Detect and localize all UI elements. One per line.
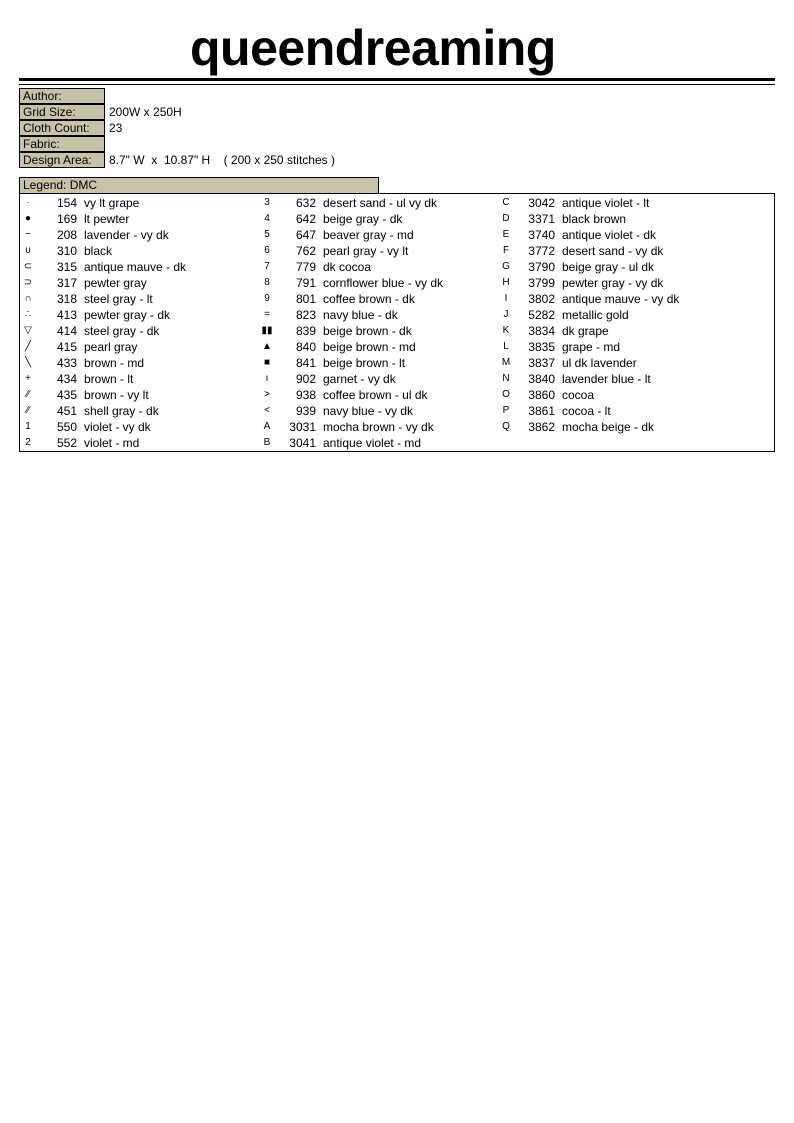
color-name: cornflower blue - vy dk <box>323 276 444 290</box>
color-name: cocoa <box>562 388 595 402</box>
color-name: vy lt grape <box>84 196 140 210</box>
stitch-symbol: M <box>501 357 511 368</box>
color-name: mocha brown - vy dk <box>323 420 434 434</box>
dmc-number: 3042 <box>528 196 555 210</box>
dmc-number: 791 <box>295 276 316 290</box>
stitch-symbol: A <box>263 421 271 432</box>
dmc-number: 3862 <box>528 420 555 434</box>
stitch-symbol: < <box>264 405 270 416</box>
stitch-symbol: ▮▮ <box>261 325 273 336</box>
stitch-symbol: 4 <box>264 213 270 224</box>
color-name: antique mauve - dk <box>84 260 187 274</box>
stitch-symbol: Q <box>502 421 510 432</box>
title-rule-thick <box>19 78 775 81</box>
color-name: steel gray - dk <box>84 324 160 338</box>
stitch-symbol: 6 <box>264 245 270 256</box>
stitch-symbol: H <box>502 277 510 288</box>
page-title: queendreaming <box>190 20 556 76</box>
stitch-symbol: ● <box>24 213 32 224</box>
color-name: antique violet - md <box>323 436 422 450</box>
title-rule-thin <box>19 84 775 85</box>
stitch-symbol: ▲ <box>262 341 272 352</box>
color-name: brown - vy lt <box>84 388 149 402</box>
stitch-symbol: ╲ <box>24 357 32 368</box>
color-name: coffee brown - ul dk <box>323 388 428 402</box>
info-label: Design Area: <box>19 152 105 168</box>
dmc-number: 3371 <box>528 212 555 226</box>
stitch-symbol: > <box>264 389 270 400</box>
dmc-number: 939 <box>295 404 316 418</box>
stitch-symbol: ╱ <box>24 341 32 352</box>
dmc-number: 3802 <box>528 292 555 306</box>
stitch-symbol: E <box>502 229 510 240</box>
dmc-number: 5282 <box>528 308 555 322</box>
color-name: mocha beige - dk <box>562 420 655 434</box>
color-name: navy blue - dk <box>323 308 398 322</box>
color-name: beige brown - lt <box>323 356 406 370</box>
dmc-number: 169 <box>56 212 77 226</box>
dmc-number: 841 <box>295 356 316 370</box>
stitch-symbol: ∩ <box>24 293 32 304</box>
color-name: metallic gold <box>562 308 629 322</box>
color-name: beige gray - dk <box>323 212 403 226</box>
color-name: violet - md <box>84 436 140 450</box>
stitch-symbol: J <box>503 309 509 320</box>
stitch-symbol: O <box>502 389 510 400</box>
legend-table <box>19 193 775 452</box>
stitch-symbol: = <box>264 309 270 320</box>
info-value: 200W x 250H <box>109 105 182 119</box>
color-name: violet - vy dk <box>84 420 151 434</box>
info-value: 8.7" W x 10.87" H ( 200 x 250 stitches ) <box>109 153 335 167</box>
stitch-symbol: 2 <box>25 437 31 448</box>
color-name: dk grape <box>562 324 609 338</box>
dmc-number: 434 <box>56 372 77 386</box>
stitch-symbol: + <box>25 373 31 384</box>
dmc-number: 938 <box>295 388 316 402</box>
stitch-symbol: ⁄⁄ <box>26 405 30 416</box>
stitch-symbol: ı <box>265 373 269 384</box>
color-name: lavender blue - lt <box>562 372 651 386</box>
color-name: dk cocoa <box>323 260 372 274</box>
dmc-number: 451 <box>56 404 77 418</box>
color-name: beige gray - ul dk <box>562 260 655 274</box>
dmc-number: 3861 <box>528 404 555 418</box>
color-name: coffee brown - dk <box>323 292 415 306</box>
dmc-number: 3860 <box>528 388 555 402</box>
info-value: 23 <box>109 121 123 135</box>
stitch-symbol: 9 <box>264 293 270 304</box>
color-name: antique violet - dk <box>562 228 657 242</box>
color-name: beige brown - md <box>323 340 416 354</box>
stitch-symbol: G <box>502 261 510 272</box>
info-label: Cloth Count: <box>19 120 105 136</box>
color-name: brown - md <box>84 356 145 370</box>
color-name: beige brown - dk <box>323 324 412 338</box>
color-name: desert sand - vy dk <box>562 244 664 258</box>
dmc-number: 840 <box>295 340 316 354</box>
color-name: pewter gray - vy dk <box>562 276 664 290</box>
stitch-symbol: υ <box>25 245 31 256</box>
color-name: garnet - vy dk <box>323 372 396 386</box>
color-name: brown - lt <box>84 372 134 386</box>
color-name: beaver gray - md <box>323 228 414 242</box>
dmc-number: 902 <box>295 372 316 386</box>
legend-header: Legend: DMC <box>19 177 379 194</box>
color-name: shell gray - dk <box>84 404 159 418</box>
color-name: antique mauve - vy dk <box>562 292 680 306</box>
dmc-number: 435 <box>56 388 77 402</box>
stitch-symbol: · <box>26 197 30 208</box>
stitch-symbol: ⊂ <box>23 261 33 272</box>
dmc-number: 415 <box>56 340 77 354</box>
stitch-symbol: 7 <box>264 261 270 272</box>
color-name: steel gray - lt <box>84 292 153 306</box>
stitch-symbol: ⊃ <box>23 277 33 288</box>
dmc-number: 3031 <box>289 420 316 434</box>
color-name: pewter gray <box>84 276 147 290</box>
dmc-number: 839 <box>295 324 316 338</box>
info-label: Fabric: <box>19 136 105 152</box>
stitch-symbol: N <box>502 373 510 384</box>
color-name: black brown <box>562 212 627 226</box>
info-label: Author: <box>19 88 105 104</box>
color-name: black <box>84 244 113 258</box>
dmc-number: 3041 <box>289 436 316 450</box>
dmc-number: 632 <box>295 196 316 210</box>
dmc-number: 3837 <box>528 356 555 370</box>
stitch-symbol: ∴ <box>24 309 32 320</box>
dmc-number: 779 <box>295 260 316 274</box>
stitch-symbol: ▽ <box>24 325 32 336</box>
dmc-number: 647 <box>295 228 316 242</box>
dmc-number: 801 <box>295 292 316 306</box>
dmc-number: 208 <box>56 228 77 242</box>
dmc-number: 315 <box>56 260 77 274</box>
color-name: pewter gray - dk <box>84 308 171 322</box>
color-name: navy blue - vy dk <box>323 404 414 418</box>
dmc-number: 550 <box>56 420 77 434</box>
stitch-symbol: C <box>502 197 510 208</box>
dmc-number: 318 <box>56 292 77 306</box>
stitch-symbol: P <box>502 405 510 416</box>
stitch-symbol: K <box>502 325 510 336</box>
color-name: ul dk lavender <box>562 356 637 370</box>
dmc-number: 317 <box>56 276 77 290</box>
info-label: Grid Size: <box>19 104 105 120</box>
dmc-number: 3840 <box>528 372 555 386</box>
stitch-symbol: L <box>503 341 509 352</box>
color-name: cocoa - lt <box>562 404 611 418</box>
stitch-symbol: 1 <box>25 421 31 432</box>
stitch-symbol: 3 <box>264 197 270 208</box>
color-name: lavender - vy dk <box>84 228 169 242</box>
stitch-symbol: F <box>502 245 510 256</box>
color-name: lt pewter <box>84 212 130 226</box>
dmc-number: 310 <box>56 244 77 258</box>
dmc-number: 413 <box>56 308 77 322</box>
dmc-number: 3772 <box>528 244 555 258</box>
dmc-number: 762 <box>295 244 316 258</box>
stitch-symbol: 8 <box>264 277 270 288</box>
dmc-number: 642 <box>295 212 316 226</box>
dmc-number: 3799 <box>528 276 555 290</box>
color-name: desert sand - ul vy dk <box>323 196 438 210</box>
stitch-symbol: ⁄⁄ <box>26 389 30 400</box>
color-name: antique violet - lt <box>562 196 650 210</box>
dmc-number: 823 <box>295 308 316 322</box>
dmc-number: 3834 <box>528 324 555 338</box>
stitch-symbol: D <box>502 213 510 224</box>
dmc-number: 3835 <box>528 340 555 354</box>
stitch-symbol: B <box>263 437 271 448</box>
stitch-symbol: I <box>504 293 508 304</box>
dmc-number: 433 <box>56 356 77 370</box>
color-name: grape - md <box>562 340 621 354</box>
dmc-number: 154 <box>56 196 77 210</box>
stitch-symbol: ■ <box>263 357 271 368</box>
stitch-symbol: 5 <box>264 229 270 240</box>
dmc-number: 3740 <box>528 228 555 242</box>
color-name: pearl gray - vy lt <box>323 244 409 258</box>
color-name: pearl gray <box>84 340 138 354</box>
dmc-number: 3790 <box>528 260 555 274</box>
dmc-number: 552 <box>56 436 77 450</box>
dmc-number: 414 <box>56 324 77 338</box>
stitch-symbol: − <box>25 229 31 240</box>
